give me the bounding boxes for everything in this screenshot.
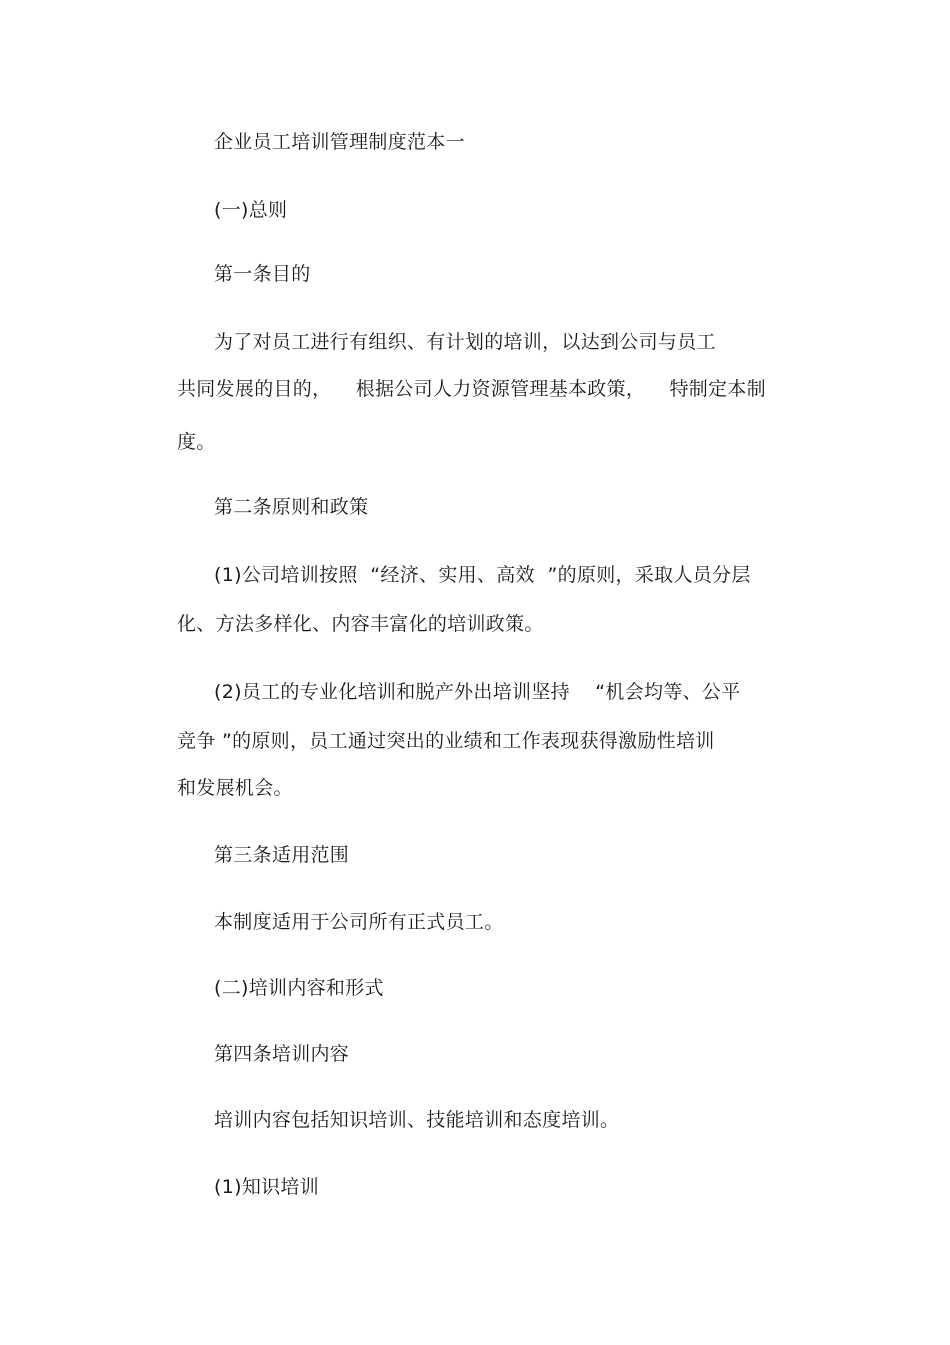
article-3-text: 本制度适用于公司所有正式员工。 — [214, 911, 504, 933]
article-3-heading: 第三条适用范围 — [214, 844, 350, 866]
article-2-heading: 第二条原则和政策 — [214, 496, 369, 518]
article-1-text-line-2 — [177, 377, 766, 401]
article-1-text-line-2-part-b: 根据公司人力资源管理基本政策， — [355, 378, 646, 400]
article-1-heading: 第一条目的 — [214, 263, 311, 285]
article-2-item-2-line-2: 竞争 ”的原则，员工通过突出的业绩和工作表现获得激励性培训 — [177, 730, 715, 752]
section-heading-general: (一)总则 — [214, 199, 288, 221]
article-1-text-line-3: 度。 — [177, 431, 216, 453]
article-1-text-line-2-part-c: 特制定本制 — [669, 378, 766, 400]
document-title: 企业员工培训管理制度范本一 — [214, 131, 465, 153]
article-4-text: 培训内容包括知识培训、技能培训和态度培训。 — [214, 1109, 620, 1131]
section-heading-content-and-form: (二)培训内容和形式 — [214, 977, 384, 999]
article-1-text-line-1: 为了对员工进行有组织、有计划的培训，以达到公司与员工 — [214, 331, 716, 353]
article-2-item-1-line-2: 化、方法多样化、内容丰富化的培训政策。 — [177, 613, 544, 635]
article-1-text-line-2-part-a: 共同发展的目的， — [177, 378, 332, 400]
article-2-item-2-line-3: 和发展机会。 — [177, 777, 293, 799]
article-2-item-2-line-1: (2)员工的专业化培训和脱产外出培训坚持 “机会均等、公平 — [214, 681, 741, 703]
article-4-heading: 第四条培训内容 — [214, 1043, 350, 1065]
article-4-item-1: (1)知识培训 — [214, 1176, 320, 1198]
article-2-item-1-line-1: (1)公司培训按照 “经济、实用、高效 ”的原则，采取人员分层 — [214, 564, 751, 586]
